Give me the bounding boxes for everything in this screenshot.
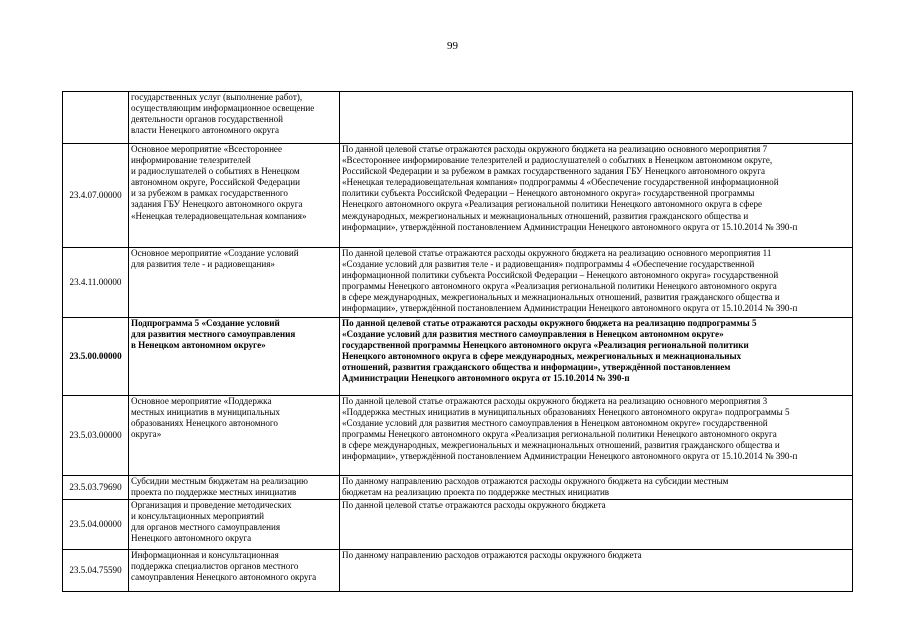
name-text-line: самоуправления Ненецкого автономного округа [131, 572, 317, 583]
target-article-name [129, 248, 340, 318]
description-text-line: «Создание условий для развития местного самоуправления в Ненецком автономном округе» государственной [342, 418, 768, 429]
name-text-line: государственных услуг (выполнение работ), [131, 92, 303, 102]
target-article-description [340, 92, 853, 144]
description-text-line: международных, межрегиональных и межнациональных отношений, развития гражданского общества и [342, 210, 749, 221]
name-text-line: для развития местного самоуправления [131, 329, 296, 340]
target-article-name [129, 500, 340, 550]
target-article-code: 23.4.07.00000 [63, 144, 129, 248]
name-text-line: и за рубежом в рамках государственного [131, 188, 288, 199]
name-text-line: Основное мероприятие «Всестороннее [131, 144, 283, 154]
description-text-line: По данной целевой статье отражаются расходы окружного бюджета на реализацию подпрограммы 5 [342, 318, 757, 328]
target-article-name [129, 318, 340, 396]
target-article-code: 23.5.03.79690 [63, 476, 129, 500]
table-row [63, 92, 853, 144]
name-text-line: Информационная и консультационная [131, 550, 279, 560]
target-article-code: 23.5.04.75590 [63, 550, 129, 592]
name-text-line: в Ненецком автономном округе» [131, 340, 266, 351]
name-text-line: образованиях Ненецкого автономного [131, 418, 278, 429]
name-text-line: для развития теле - и радиовещания» [131, 259, 275, 270]
target-article-name [129, 550, 340, 592]
description-text-line: По данной целевой статье отражаются расходы окружного бюджета [342, 500, 606, 510]
name-text-line: осуществляющим информационное освещение [131, 103, 315, 114]
table-row [63, 550, 853, 592]
target-article-description [340, 500, 853, 550]
description-text-line: «Создание условий для развития теле - и радиовещания» подпрограммы 4 «Обеспечение государственной [342, 259, 755, 270]
table-row [63, 144, 853, 248]
table-body [63, 92, 853, 592]
name-text-line: Подпрограмма 5 «Создание условий [131, 318, 280, 328]
description-text-line: информации», утверждённой постановлением Администрации Ненецкого автономного округа от 15.10.2014 № 390-п [342, 221, 798, 232]
target-article-code: 23.5.03.00000 [63, 396, 129, 476]
description-text-line: По данной целевой статье отражаются расходы окружного бюджета на реализацию основного мероприятия 11 [342, 248, 772, 258]
name-text-line: Основное мероприятие «Поддержка [131, 396, 272, 406]
name-text-line: Ненецкого автономного округа [131, 533, 252, 544]
name-text-line: Основное мероприятие «Создание условий [131, 248, 299, 258]
target-article-description [340, 318, 853, 396]
description-text-line: «Поддержка местных инициатив в муниципальных образованиях Ненецкого автономного округа» подпрограммы 5 [342, 407, 790, 418]
name-text-line: и консультационных мероприятий [131, 511, 265, 522]
target-article-name [129, 476, 340, 500]
description-text-line: политики субъекта Российской Федерации – Ненецкого автономного округа» государственной программы [342, 188, 755, 199]
target-article-code: 23.4.11.00000 [63, 248, 129, 318]
table-row [63, 396, 853, 476]
name-text-line: автономном округе, Российской Федерации [131, 177, 300, 188]
description-text-line: бюджетам на реализацию проекта по поддержке местных инициатив [342, 487, 610, 498]
description-text-line: «Создание условий для развития местного самоуправления в Ненецком автономном округе» [342, 329, 724, 340]
description-text-line: По данной целевой статье отражаются расходы окружного бюджета на реализацию основного мероприятия 7 [342, 144, 768, 154]
table-row [63, 318, 853, 396]
description-text-line: «Всестороннее информирование телезрителей и радиослушателей о событиях в Ненецком автономном округе, [342, 155, 773, 166]
table-row [63, 500, 853, 550]
name-text-line: и радиослушателей о событиях в Ненецком [131, 166, 300, 177]
target-article-description [340, 248, 853, 318]
target-article-name [129, 92, 340, 144]
description-text-line: информации», утверждённой постановлением Администрации Ненецкого автономного округа от 15.10.2014 № 390-п [342, 303, 798, 314]
name-text-line: для органов местного самоуправления [131, 522, 281, 533]
description-text-line: программы Ненецкого автономного округа «Реализация региональной политики Ненецкого автономного округа [342, 281, 777, 292]
name-text-line: деятельности органов государственной [131, 114, 283, 125]
page-number: 99 [447, 40, 458, 52]
target-article-code: 23.5.00.00000 [63, 318, 129, 396]
description-text-line: По данному направлению расходов отражаются расходы окружного бюджета на субсидии местным [342, 476, 729, 486]
name-text-line: поддержка специалистов органов местного [131, 561, 299, 572]
name-text-line: Субсидии местным бюджетам на реализацию [131, 476, 308, 486]
description-text-line: отношений, развития гражданского общества и информации», утверждённой постановлением [342, 362, 731, 373]
target-article-description [340, 396, 853, 476]
budget-classification-table [62, 91, 853, 592]
description-text-line: Российской Федерации и за рубежом в рамках государственного задания ГБУ Ненецкого автономного округа [342, 166, 766, 177]
name-text-line: местных инициатив в муниципальных [131, 407, 280, 418]
description-text-line: государственной программы Ненецкого автономного округа «Реализация региональной политики [342, 340, 749, 351]
description-text-line: Ненецкого автономного округа «Реализация региональной политики Ненецкого автономного округа в сфере [342, 199, 763, 210]
name-text-line: округа» [131, 429, 162, 440]
name-text-line: «Ненецкая телерадиовещательная компания» [131, 210, 307, 221]
name-text-line: власти Ненецкого автономного округа [131, 125, 280, 136]
target-article-description [340, 550, 853, 592]
description-text-line: По данному направлению расходов отражаются расходы окружного бюджета [342, 550, 642, 560]
description-text-line: «Ненецкая телерадиовещательная компания» подпрограммы 4 «Обеспечение государственной информационной [342, 177, 779, 188]
target-article-description [340, 144, 853, 248]
description-text-line: Администрации Ненецкого автономного округа от 15.10.2014 № 390-п [342, 373, 630, 384]
description-text-line: в сфере международных, межрегиональных и межнациональных отношений, развития гражданского общества и [342, 440, 780, 451]
description-text-line: программы Ненецкого автономного округа «Реализация региональной политики Ненецкого автономного округа [342, 429, 777, 440]
description-text-line: в сфере международных, межрегиональных и межнациональных отношений, развития гражданского общества и [342, 292, 780, 303]
target-article-description [340, 476, 853, 500]
name-text-line: проекта по поддержке местных инициатив [131, 487, 297, 498]
description-text-line: По данной целевой статье отражаются расходы окружного бюджета на реализацию основного мероприятия 3 [342, 396, 768, 406]
description-text-line: информации», утверждённой постановлением Администрации Ненецкого автономного округа от 15.10.2014 № 390-п [342, 451, 798, 462]
name-text-line: задания ГБУ Ненецкого автономного округа [131, 199, 303, 210]
name-text-line: информирование телезрителей [131, 155, 251, 166]
target-article-name [129, 144, 340, 248]
target-article-code: 23.5.04.00000 [63, 500, 129, 550]
table-row [63, 248, 853, 318]
description-text-line: Ненецкого автономного округа в сфере международных, межрегиональных и межнациональных [342, 351, 742, 362]
table-row [63, 476, 853, 500]
target-article-code [63, 92, 129, 144]
target-article-name [129, 396, 340, 476]
name-text-line: Организация и проведение методических [131, 500, 292, 510]
description-text-line: информационной политики субъекта Российской Федерации – Ненецкого автономного округа» государственной [342, 270, 779, 281]
